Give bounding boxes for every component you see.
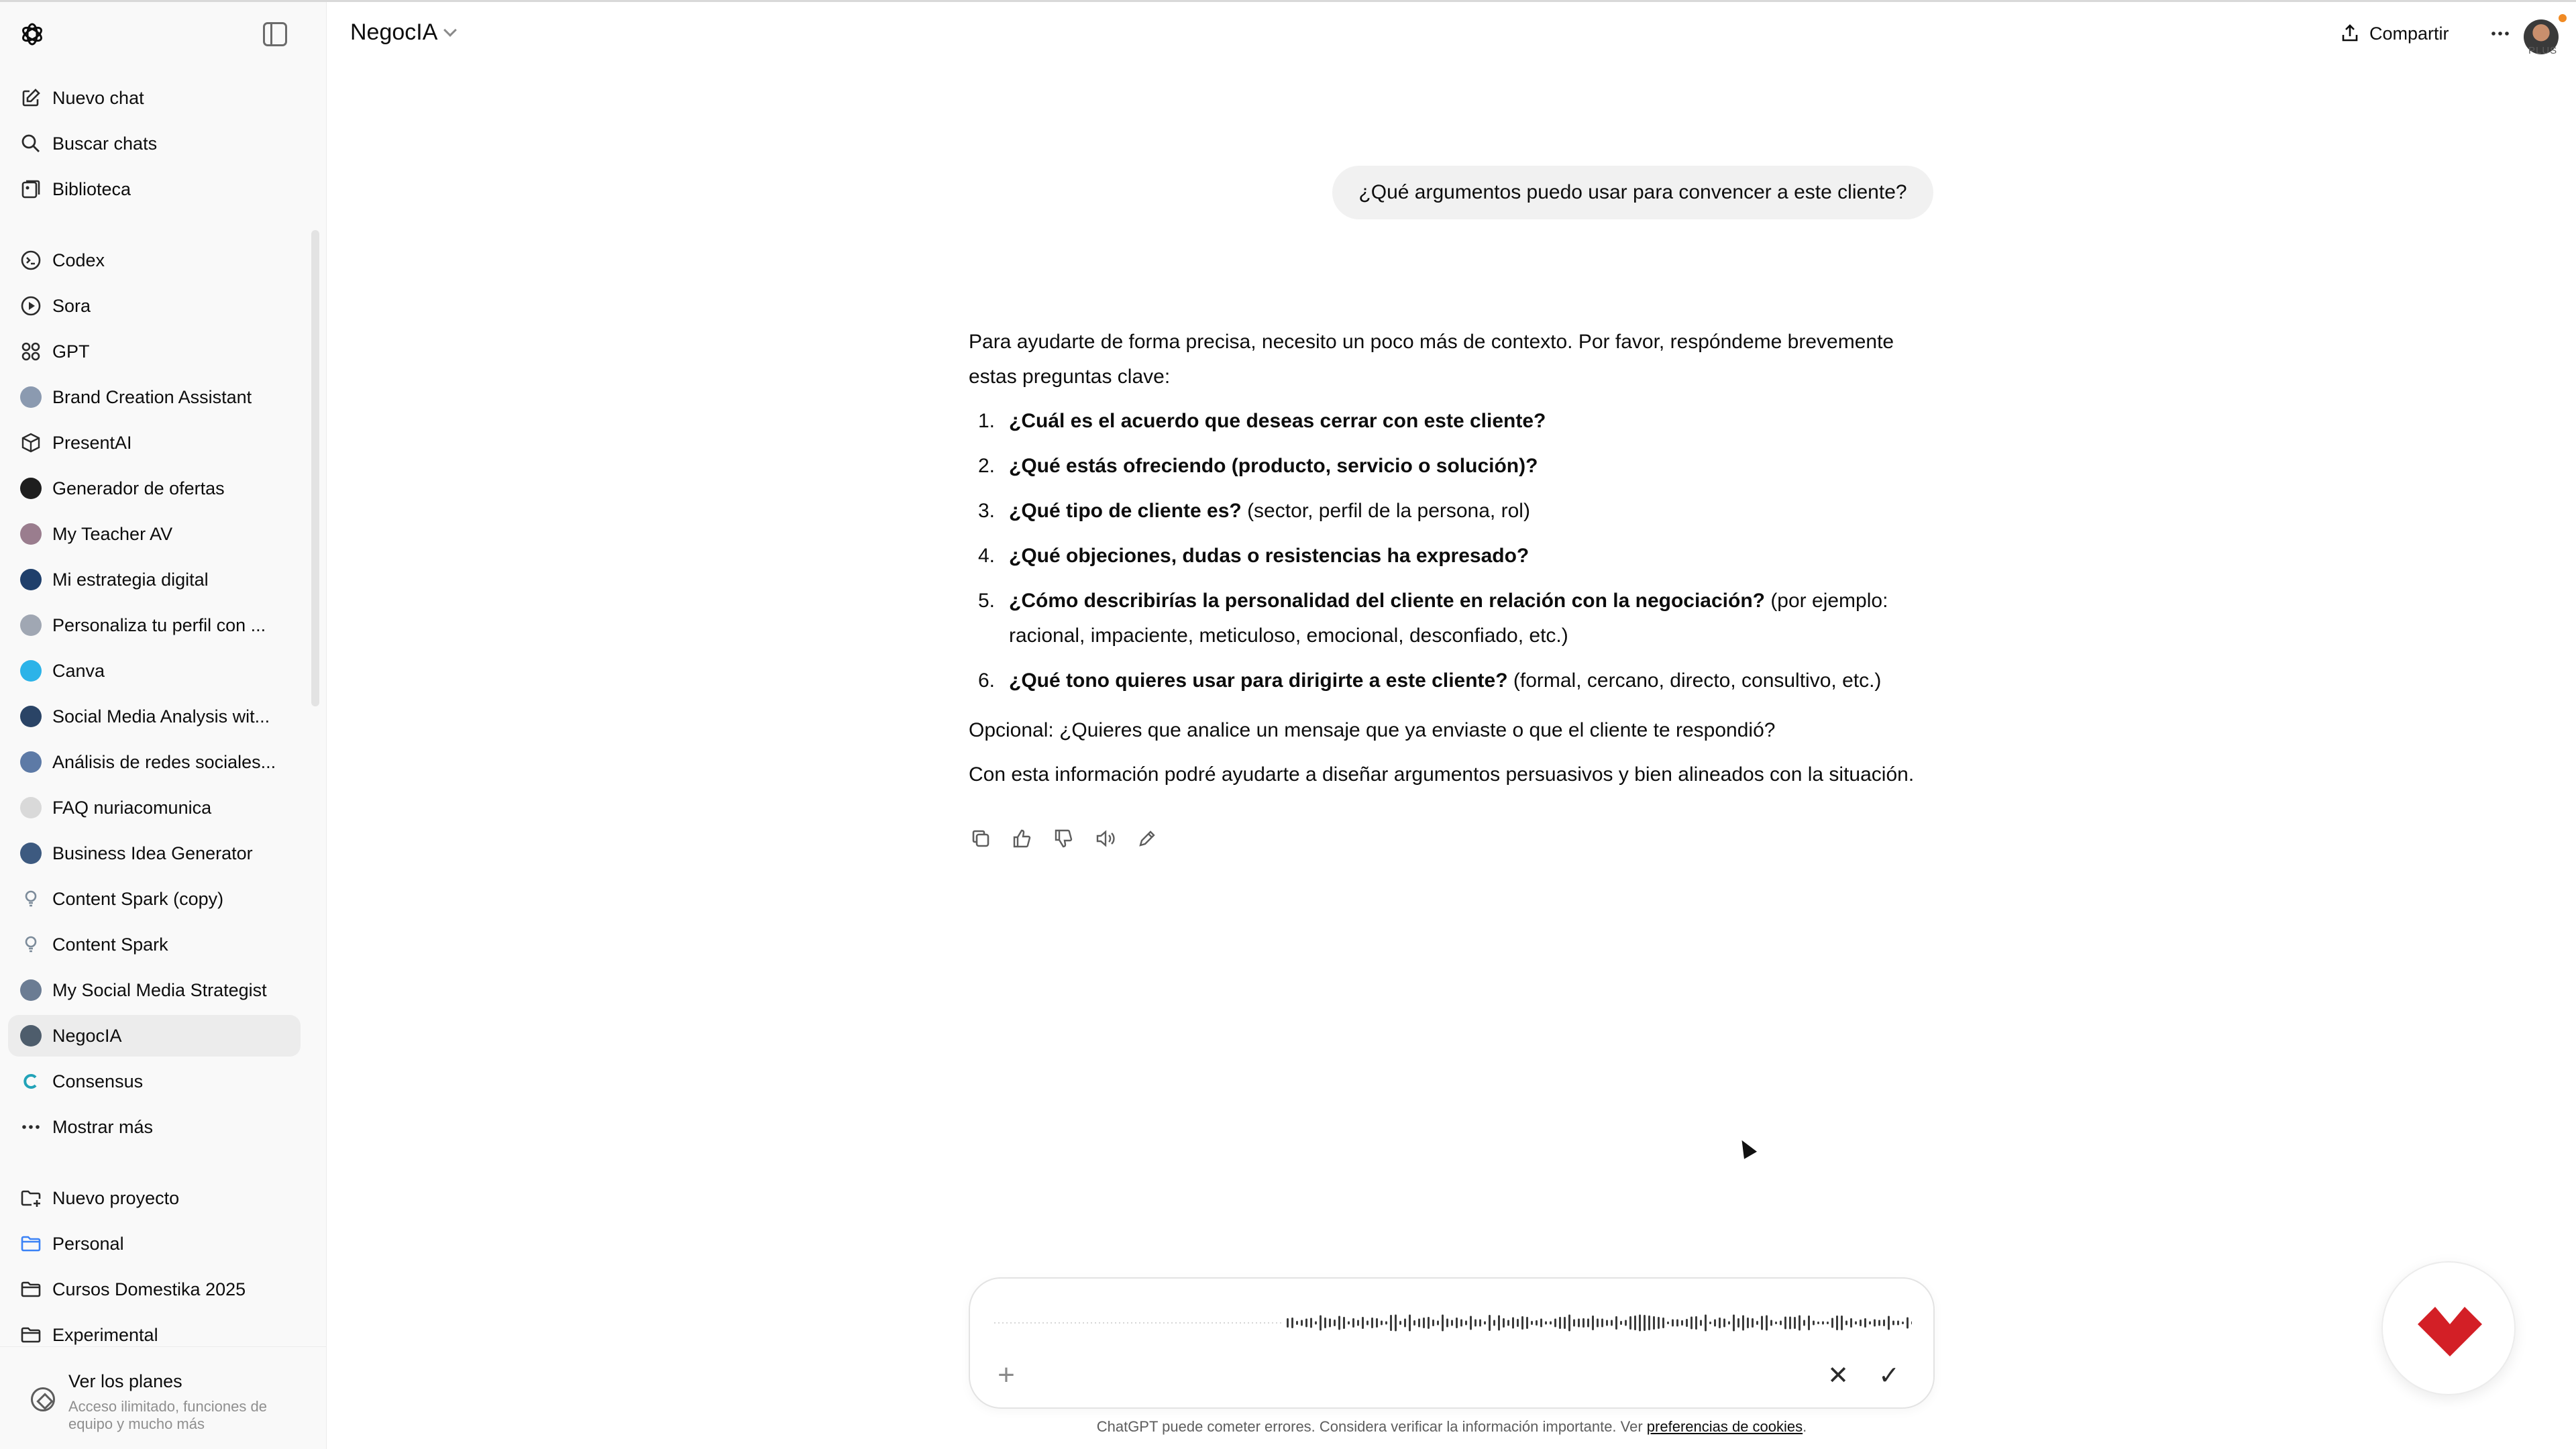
gpt-avatar-icon (20, 843, 42, 864)
lightbulb-icon (20, 934, 42, 955)
cube-icon (20, 432, 42, 453)
gpt-avatar-icon (20, 979, 42, 1001)
share-label: Compartir (2369, 23, 2449, 44)
sidebar-item-label: Personaliza tu perfil con ... (52, 614, 266, 635)
sidebar-item-label: FAQ nuriacomunica (52, 797, 212, 818)
sidebar-gpt-consensus[interactable] (8, 1061, 301, 1102)
sidebar-gpt-brand-creation-assistant[interactable] (8, 376, 301, 418)
footer-disclaimer: ChatGPT puede cometer errores. Considera verificar la información importante. Ver preferencias de cookies. (1096, 1418, 1807, 1435)
sidebar (0, 2, 327, 1449)
sidebar-gpt-business-idea-generator[interactable] (8, 833, 301, 874)
ellipsis-icon (20, 1116, 42, 1138)
sidebar-item-label: Codex (52, 250, 105, 270)
plan-badge: PLUS (2528, 45, 2558, 56)
sidebar-item-label: NegocIA (52, 1025, 122, 1046)
play-circle-icon (20, 295, 42, 317)
sidebar-item-library[interactable] (8, 168, 301, 210)
sidebar-item-label: Nuevo proyecto (52, 1187, 180, 1208)
share-button[interactable] (2340, 17, 2449, 50)
top-header (327, 2, 2576, 66)
sidebar-header (0, 2, 327, 66)
cookie-preferences-link[interactable]: preferencias de cookies (1646, 1418, 1803, 1435)
mouse-cursor (1735, 1136, 1757, 1159)
consensus-icon (20, 1071, 42, 1092)
sidebar-gpt-generador-de-ofertas[interactable] (8, 468, 301, 509)
chevron-down-icon (444, 23, 458, 37)
composer[interactable] (969, 1277, 1935, 1409)
thumbs-up-icon[interactable] (1010, 825, 1034, 852)
openai-logo-icon[interactable] (19, 21, 46, 48)
sidebar-item-label: Experimental (52, 1324, 158, 1345)
sidebar-project-cursos-domestika[interactable] (8, 1269, 301, 1310)
sidebar-item-label: Cursos Domestika 2025 (52, 1279, 246, 1299)
sidebar-project-personal[interactable] (8, 1223, 301, 1265)
sidebar-scrollbar[interactable] (311, 230, 319, 706)
assistant-intro: Para ayudarte de forma precisa, necesito un poco más de contexto. Por favor, respóndeme brevemente estas preguntas clave: (969, 331, 1894, 388)
gpt-avatar-icon (20, 706, 42, 727)
more-options-button[interactable] (2483, 17, 2517, 50)
thumbs-down-icon[interactable] (1052, 825, 1076, 852)
gpt-avatar-icon (20, 797, 42, 818)
share-icon (2340, 23, 2360, 44)
sidebar-item-label: My Teacher AV (52, 523, 173, 544)
plans-title: Ver los planes (68, 1371, 182, 1391)
sidebar-item-label: Personal (52, 1233, 124, 1254)
plans-subtitle: Acceso ilimitado, funciones de equipo y mucho más (68, 1398, 267, 1432)
sidebar-item-search-chats[interactable] (8, 123, 301, 164)
gpt-avatar-icon (20, 478, 42, 499)
red-heart-logo-icon (2383, 1263, 2517, 1397)
copy-icon[interactable] (969, 825, 993, 852)
gpt-avatar-icon (20, 751, 42, 773)
sidebar-gpt-my-teacher-av[interactable] (8, 513, 301, 555)
floating-app-badge[interactable] (2381, 1261, 2516, 1395)
sidebar-gpt-negocia[interactable] (8, 1015, 301, 1057)
sidebar-item-label: Brand Creation Assistant (52, 386, 252, 407)
upgrade-plans[interactable] (0, 1346, 327, 1447)
sidebar-item-new-project[interactable] (8, 1177, 301, 1219)
user-message-text: ¿Qué argumentos puedo usar para convencer a este cliente? (1358, 181, 1907, 203)
model-selector[interactable] (350, 19, 455, 46)
sidebar-gpt-content-spark-copy[interactable] (8, 878, 301, 920)
sidebar-item-label: Análisis de redes sociales... (52, 751, 276, 772)
model-name: NegocIA (350, 19, 438, 45)
edit-icon[interactable] (1135, 825, 1159, 852)
sidebar-item-label: Buscar chats (52, 133, 158, 154)
sidebar-gpt-mi-estrategia-digital[interactable] (8, 559, 301, 600)
folder-icon (20, 1324, 42, 1346)
sidebar-gpt-presentai[interactable] (8, 422, 301, 464)
sidebar-item-label: Biblioteca (52, 178, 131, 199)
list-item: 2. ¿Qué estás ofreciendo (producto, servicio o solución)? (978, 455, 1538, 477)
cancel-dictation-button[interactable]: ✕ (1827, 1361, 1849, 1390)
sidebar-item-label: Content Spark (52, 934, 168, 955)
sidebar-item-label: Sora (52, 295, 91, 316)
questions-list (969, 404, 1935, 698)
user-message (1332, 166, 1933, 219)
list-item: 5. ¿Cómo describirías la personalidad del cliente en relación con la negociación? (por ejemplo: racional, impaciente, meticuloso, emocional, desconfiado, etc.) (978, 590, 1888, 647)
list-item: 4. ¿Qué objeciones, dudas o resistencias ha expresado? (978, 545, 1529, 567)
sidebar-item-sora[interactable] (8, 285, 301, 327)
folder-icon (20, 1233, 42, 1254)
sidebar-gpt-social-media-analysis[interactable] (8, 696, 301, 737)
sidebar-item-label: Generador de ofertas (52, 478, 225, 498)
assistant-optional: Opcional: ¿Quieres que analice un mensaje que ya enviaste o que el cliente te respondió? (969, 719, 1776, 741)
read-aloud-icon[interactable] (1093, 825, 1118, 852)
sidebar-item-label: Business Idea Generator (52, 843, 253, 863)
sidebar-item-label: My Social Media Strategist (52, 979, 267, 1000)
sidebar-item-label: GPT (52, 341, 90, 362)
folder-plus-icon (20, 1187, 42, 1209)
canva-icon (20, 660, 42, 682)
sidebar-item-label: Mostrar más (52, 1116, 154, 1137)
pencil-square-icon (20, 87, 42, 109)
sidebar-gpt-canva[interactable] (8, 650, 301, 692)
lightbulb-icon (20, 888, 42, 910)
gpt-avatar-icon (20, 386, 42, 408)
codex-icon (20, 250, 42, 271)
search-icon (20, 133, 42, 154)
assistant-closing: Con esta información podré ayudarte a diseñar argumentos persuasivos y bien alineados con la situación. (969, 763, 1915, 786)
sidebar-item-label: Social Media Analysis wit... (52, 706, 270, 727)
gpt-avatar-icon (20, 523, 42, 545)
sidebar-show-more[interactable] (8, 1106, 301, 1148)
sidebar-item-gpt[interactable] (8, 331, 301, 372)
notification-dot (2559, 14, 2567, 22)
ellipsis-icon (2489, 23, 2511, 44)
folder-icon (20, 1279, 42, 1300)
sidebar-item-new-chat[interactable] (8, 77, 301, 119)
sidebar-gpt-my-social-media-strategist[interactable] (8, 969, 301, 1011)
list-item: 1. ¿Cuál es el acuerdo que deseas cerrar con este cliente? (978, 410, 1546, 432)
sidebar-item-label: PresentAI (52, 432, 132, 453)
list-item: 3. ¿Qué tipo de cliente es? (sector, perfil de la persona, rol) (978, 500, 1530, 522)
sidebar-item-label: Consensus (52, 1071, 144, 1091)
gpt-avatar-icon (20, 1025, 42, 1046)
sidebar-item-label: Content Spark (copy) (52, 888, 224, 909)
add-attachment-button[interactable]: + (998, 1358, 1015, 1391)
grid-icon (20, 341, 42, 362)
gpt-avatar-icon (20, 569, 42, 590)
sidebar-gpt-personaliza-tu-perfil[interactable] (8, 604, 301, 646)
confirm-dictation-button[interactable]: ✓ (1878, 1361, 1900, 1390)
sidebar-item-codex[interactable] (8, 239, 301, 281)
sidebar-item-label: Canva (52, 660, 105, 681)
sidebar-gpt-content-spark[interactable] (8, 924, 301, 965)
list-item: 6. ¿Qué tono quieres usar para dirigirte a este cliente? (formal, cercano, directo, consultivo, etc.) (978, 669, 1882, 692)
sidebar-item-label: Mi estrategia digital (52, 569, 209, 590)
sidebar-item-label: Nuevo chat (52, 87, 144, 108)
sidebar-gpt-faq-nuriacomunica[interactable] (8, 787, 301, 828)
message-actions (969, 825, 1159, 852)
upgrade-icon (31, 1387, 55, 1411)
voice-waveform (994, 1303, 1912, 1343)
assistant-message (969, 325, 1935, 802)
gpt-avatar-icon (20, 614, 42, 636)
library-icon (20, 178, 42, 200)
sidebar-toggle-icon[interactable] (263, 22, 287, 46)
sidebar-gpt-analisis-de-redes-sociales[interactable] (8, 741, 301, 783)
